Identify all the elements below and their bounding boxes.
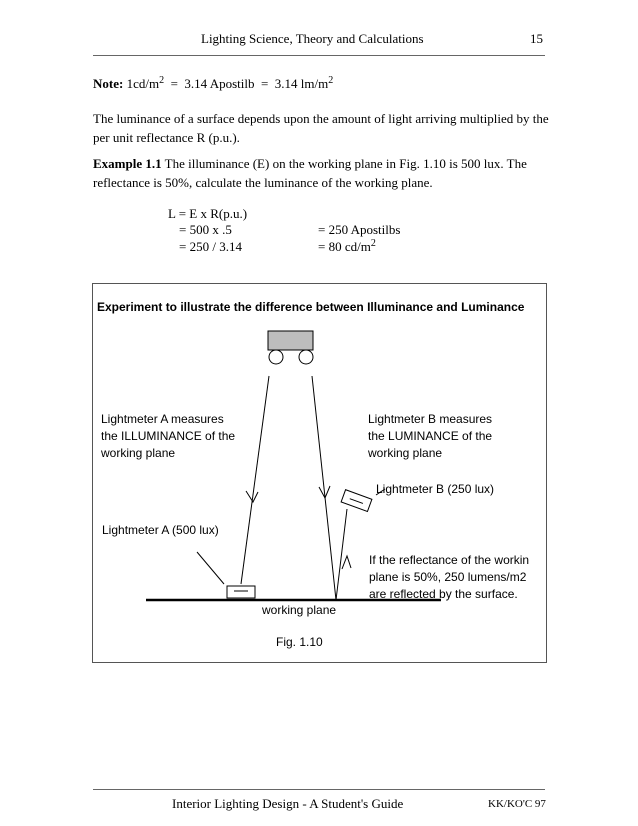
note-text-2: = 3.14 Apostilb = 3.14 lm/m <box>164 76 329 91</box>
incident-ray-a <box>241 376 269 584</box>
equation-result-sup: 2 <box>370 238 376 249</box>
equation-result-cdm2 <box>318 238 376 255</box>
note-line <box>93 75 333 92</box>
footer-title: Interior Lighting Design - A Student's Guide <box>172 796 404 811</box>
figure-1-10 <box>92 283 547 663</box>
equation-line-3: = 250 / 3.14 <box>179 239 242 254</box>
luminance-paragraph: The luminance of a surface depends upon the amount of light arriving multiplied by the per unit reflectance R (p.u.). <box>93 111 549 145</box>
incident-ray-a-arrow <box>246 491 258 502</box>
running-header-title: Lighting Science, Theory and Calculations <box>201 31 424 46</box>
label-reflectance-note: If the reflectance of the workin plane is 50%, 250 lumens/m2 are reflected by the surface. <box>369 553 530 601</box>
footer-rule <box>93 789 545 790</box>
equation-result-apostilbs: = 250 Apostilbs <box>318 222 401 237</box>
note-sup-2: 2 <box>328 75 334 86</box>
example-text: The illuminance (E) on the working plane in Fig. 1.10 is 500 lux. The reflectance is 50%, calculate the luminance of the working plane. <box>93 156 527 190</box>
label-lightmeter-a-measures: Lightmeter A measures the ILLUMINANCE of the working plane <box>101 412 236 460</box>
note-text-1: 1cd/m <box>126 76 160 91</box>
lightmeter-a-pointer <box>197 552 224 584</box>
equation-result-text: = 80 cd/m <box>318 239 371 254</box>
example-paragraph <box>93 154 553 192</box>
lightmeter-a <box>227 586 255 598</box>
luminaire-lamp-right <box>299 350 313 364</box>
reflected-ray-arrow <box>342 556 351 569</box>
equation-line-2: = 500 x .5 <box>179 222 232 237</box>
figure-title: Experiment to illustrate the difference between Illuminance and Luminance <box>97 300 525 314</box>
reflected-ray <box>336 509 347 600</box>
footer-code: KK/KO'C 97 <box>488 798 546 810</box>
luminaire-lamp-left <box>269 350 283 364</box>
page-number: 15 <box>530 31 543 46</box>
lightmeter-b <box>341 490 372 512</box>
label-lightmeter-a-reading: Lightmeter A (500 lux) <box>102 523 219 537</box>
note-label: Note: <box>93 76 124 91</box>
label-lightmeter-b-measures: Lightmeter B measures the LUMINANCE of the working plane <box>368 412 493 460</box>
equation-line-1: L = E x R(p.u.) <box>168 206 248 221</box>
incident-ray-b <box>312 376 336 600</box>
luminaire-body <box>268 331 313 350</box>
header-rule <box>93 55 545 56</box>
label-working-plane: working plane <box>262 603 337 617</box>
label-lightmeter-b-reading: Lightmeter B (250 lux) <box>376 482 495 496</box>
example-label: Example 1.1 <box>93 156 162 171</box>
figure-caption: Fig. 1.10 <box>276 635 323 649</box>
note-sup-1: 2 <box>159 75 165 86</box>
